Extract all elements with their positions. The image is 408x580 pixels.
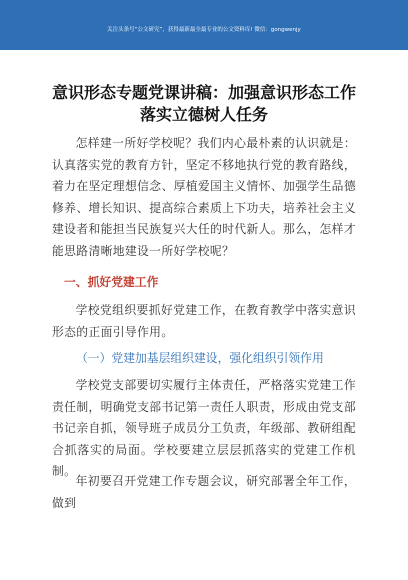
section-heading-1: 一、抓好党建工作	[64, 275, 159, 289]
intro-paragraph: 怎样建一所好学校呢？我们内心最朴素的认识就是：认真落实党的教育方针，坚定不移地执行党的教育路线，着力在坚定理想信念、厚植爱国主义情怀、加强学生品德修养、增长知识、提高综合素质上下功夫，培养社会主义建设者和能担当民族复兴大任的时代新人。那么，怎样才能思路清晰地建设一所好学校呢？	[52, 136, 356, 258]
subsection-heading-1: （一）党建加基层组织建设，强化组织引领作用	[76, 351, 324, 365]
section-paragraph-2: 学校党支部要切实履行主体责任，严格落实党建工作责任制，明确党支部书记第一责任人职责，形成由党支部书记亲自抓，领导班子成员分工负责，年级部、教研组配合抓落实的局面。学校要建立层层抓落实的党建工作机制。	[52, 378, 356, 478]
header-banner	[0, 0, 408, 50]
section-paragraph-3: 年初要召开党建工作专题会议，研究部署全年工作，做到	[52, 474, 356, 510]
document-title: 意识形态专题党课讲稿：加强意识形态工作落实立德树人任务	[52, 83, 357, 124]
section-paragraph-1: 学校党组织要抓好党建工作，在教育教学中落实意识形态的正面引导作用。	[52, 303, 356, 339]
banner-text: 关注头条号“公文研究”，获得最新最全最专业的公文资料库! 微信：gongwenjy	[107, 27, 301, 33]
